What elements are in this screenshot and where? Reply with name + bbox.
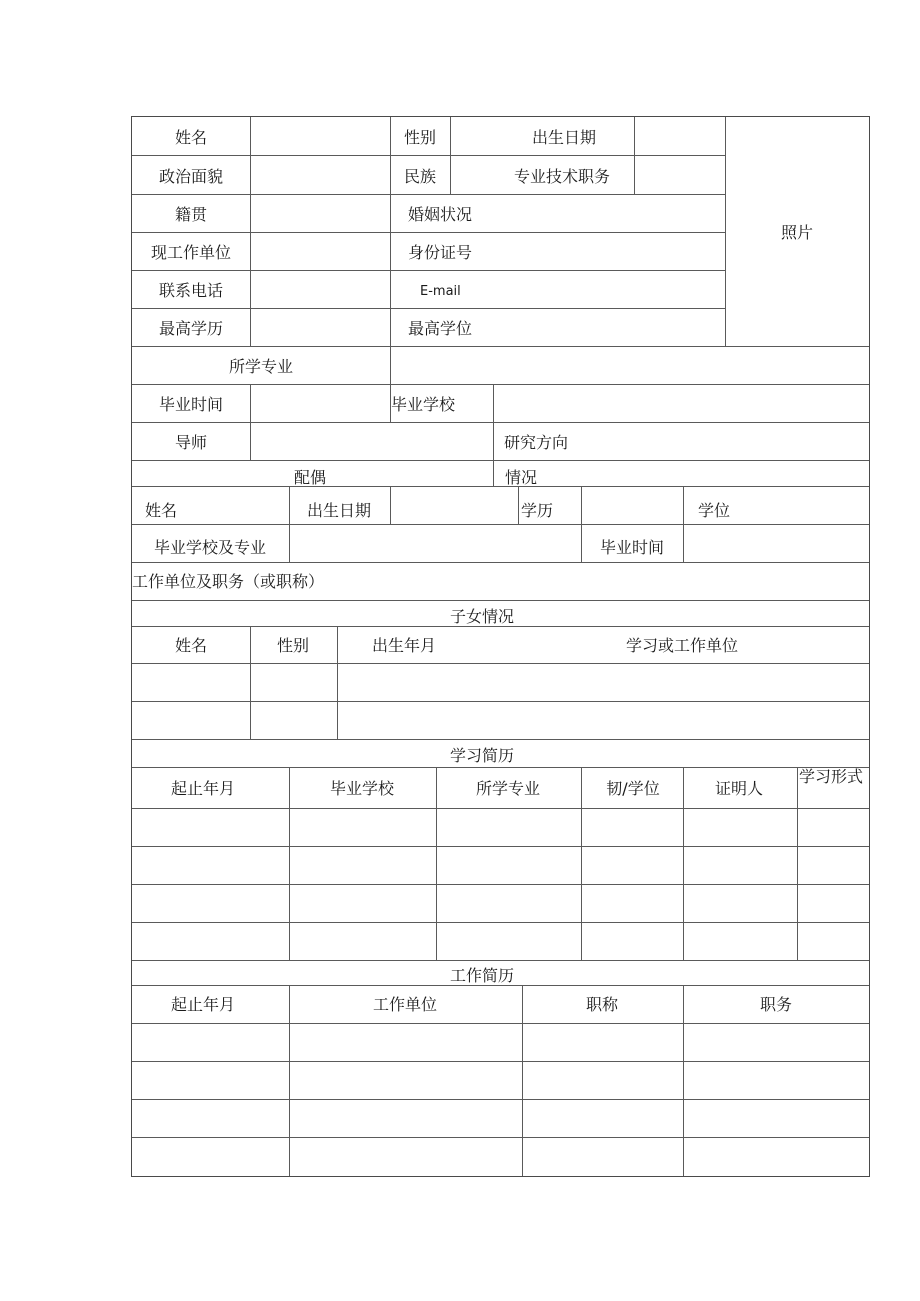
rule [132, 922, 869, 923]
birth-date-label: 出生日期 [531, 128, 597, 147]
rule [522, 985, 523, 1176]
rule [581, 524, 582, 562]
rule [436, 767, 437, 960]
rule [634, 117, 635, 194]
study-history-header: 学习简历 [449, 746, 515, 765]
rule [132, 663, 869, 664]
rule [289, 524, 290, 562]
rule [493, 384, 494, 422]
rule [132, 1023, 869, 1024]
rule [132, 194, 725, 195]
rule [797, 767, 798, 960]
study-col-form: 学习形式 [799, 767, 864, 786]
rule [132, 422, 869, 423]
rule [250, 117, 251, 346]
rule [289, 767, 290, 960]
highest-degree-label: 最高学位 [408, 319, 473, 338]
rule [132, 600, 869, 601]
major-label: 所学专业 [228, 357, 294, 376]
study-col-degree: 韧/学位 [606, 779, 660, 798]
email-label: E-mail [420, 284, 461, 299]
rule [132, 960, 869, 961]
study-col-witness: 证明人 [714, 779, 764, 798]
rule [132, 155, 725, 156]
study-col-major: 所学专业 [475, 779, 541, 798]
phone-label: 联系电话 [158, 281, 224, 300]
work-col-title: 职称 [585, 995, 619, 1014]
rule [390, 117, 391, 346]
native-place-label: 籍贯 [174, 205, 208, 224]
rule [132, 1099, 869, 1100]
rule [250, 422, 251, 460]
rule [132, 1137, 869, 1138]
rule [132, 846, 869, 847]
rule [683, 486, 684, 524]
work-col-position: 职务 [759, 995, 793, 1014]
political-status-label: 政治面貌 [158, 167, 224, 186]
advisor-label: 导师 [174, 433, 208, 452]
rule [132, 232, 725, 233]
rule [132, 1061, 869, 1062]
work-col-employer: 工作单位 [372, 995, 438, 1014]
rule [132, 460, 869, 461]
spouse-birth-label: 出生日期 [306, 501, 372, 520]
gender-label: 性别 [403, 128, 437, 147]
rule [132, 270, 725, 271]
rule [289, 486, 290, 524]
rule [132, 808, 869, 809]
rule [132, 346, 869, 347]
children-col-birth: 出生年月 [372, 636, 437, 655]
professional-title-label: 专业技术职务 [513, 167, 611, 186]
rule [132, 701, 869, 702]
name-label: 姓名 [174, 128, 208, 147]
rule [132, 486, 869, 487]
rule [132, 739, 869, 740]
rule [518, 486, 519, 524]
rule [132, 884, 869, 885]
rule [683, 767, 684, 960]
spouse-school-major-label: 毕业学校及专业 [153, 538, 267, 557]
graduation-school-label: 毕业学校 [391, 395, 456, 414]
rule [250, 626, 251, 739]
photo-label: 照片 [780, 223, 814, 242]
graduation-time-label: 毕业时间 [158, 395, 224, 414]
rule [493, 460, 494, 486]
rule [132, 308, 725, 309]
rule [390, 486, 391, 524]
children-section-header: 子女情况 [449, 607, 515, 626]
personal-info-form [131, 116, 870, 1177]
spouse-education-label: 学历 [521, 501, 554, 520]
work-col-period: 起止年月 [170, 995, 236, 1014]
spouse-name-label: 姓名 [145, 501, 178, 520]
work-history-header: 工作简历 [449, 966, 515, 985]
id-number-label: 身份证号 [408, 243, 473, 262]
spouse-header-right: 情况 [505, 468, 538, 487]
spouse-header-left: 配偶 [294, 468, 327, 487]
spouse-work-label: 工作单位及职务（或职称） [132, 572, 325, 591]
highest-education-label: 最高学历 [158, 319, 224, 338]
rule [683, 524, 684, 562]
spouse-degree-label: 学位 [698, 501, 731, 520]
research-direction-label: 研究方向 [504, 433, 569, 452]
rule [581, 486, 582, 524]
rule [132, 384, 869, 385]
ethnicity-label: 民族 [403, 167, 437, 186]
current-employer-label: 现工作单位 [150, 243, 232, 262]
children-col-name: 姓名 [174, 636, 208, 655]
study-col-school: 毕业学校 [329, 779, 395, 798]
spouse-graduation-time-label: 毕业时间 [599, 538, 665, 557]
rule [390, 346, 391, 384]
rule [289, 985, 290, 1176]
rule [450, 117, 451, 194]
rule [132, 524, 869, 525]
rule [337, 626, 338, 739]
rule [132, 767, 869, 768]
rule [132, 562, 869, 563]
rule [725, 117, 726, 346]
rule [581, 767, 582, 960]
children-col-work: 学习或工作单位 [625, 636, 739, 655]
rule [683, 985, 684, 1176]
rule [250, 384, 251, 422]
study-col-period: 起止年月 [170, 779, 236, 798]
rule [493, 422, 494, 460]
marital-status-label: 婚姻状况 [408, 205, 473, 224]
children-col-gender: 性别 [276, 636, 310, 655]
